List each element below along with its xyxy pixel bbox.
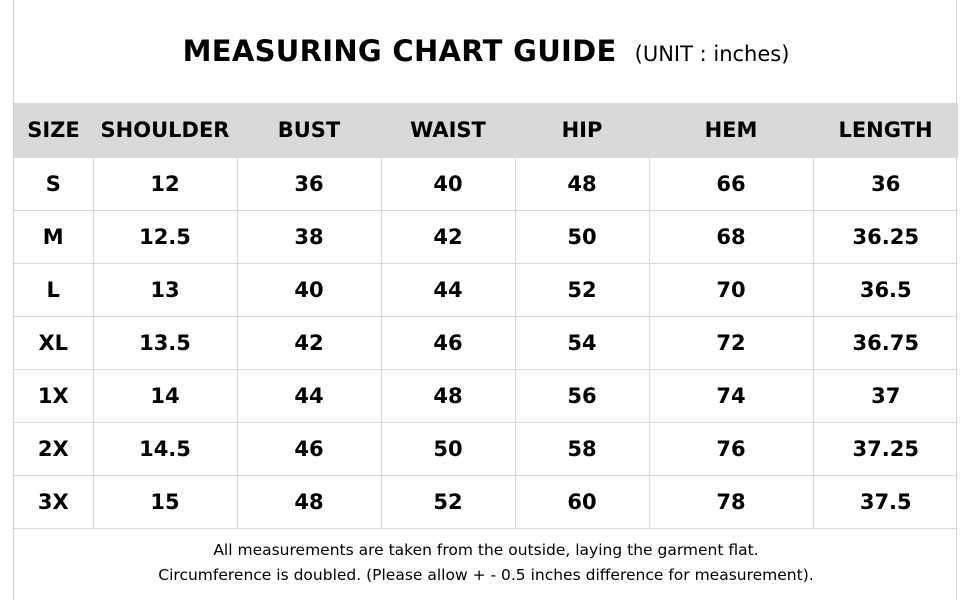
cell-length: 36.25 bbox=[813, 210, 958, 263]
header-size: SIZE bbox=[14, 103, 93, 157]
table-row bbox=[14, 263, 958, 316]
header-length: LENGTH bbox=[813, 103, 958, 157]
cell-hem: 76 bbox=[649, 422, 813, 475]
note-line-2: Circumference is doubled. (Please allow + - 0.5 inches difference for measurement). bbox=[158, 566, 814, 584]
header-hip: HIP bbox=[515, 103, 649, 157]
table-row bbox=[14, 157, 958, 210]
cell-waist: 48 bbox=[381, 369, 515, 422]
table-row bbox=[14, 210, 958, 263]
cell-length: 37 bbox=[813, 369, 958, 422]
cell-size: S bbox=[14, 157, 93, 210]
cell-size: L bbox=[14, 263, 93, 316]
cell-shoulder: 14 bbox=[93, 369, 237, 422]
cell-waist: 44 bbox=[381, 263, 515, 316]
cell-shoulder: 15 bbox=[93, 475, 237, 528]
cell-size: 1X bbox=[14, 369, 93, 422]
cell-hip: 60 bbox=[515, 475, 649, 528]
notes bbox=[14, 538, 958, 588]
cell-length: 37.25 bbox=[813, 422, 958, 475]
table-row bbox=[14, 369, 958, 422]
cell-size: XL bbox=[14, 316, 93, 369]
cell-hem: 68 bbox=[649, 210, 813, 263]
cell-hip: 58 bbox=[515, 422, 649, 475]
cell-hip: 50 bbox=[515, 210, 649, 263]
title-row bbox=[14, 0, 958, 102]
cell-size: 3X bbox=[14, 475, 93, 528]
cell-shoulder: 12 bbox=[93, 157, 237, 210]
cell-size: M bbox=[14, 210, 93, 263]
cell-bust: 48 bbox=[237, 475, 381, 528]
cell-waist: 46 bbox=[381, 316, 515, 369]
chart-frame bbox=[13, 0, 957, 600]
cell-hem: 74 bbox=[649, 369, 813, 422]
cell-hem: 66 bbox=[649, 157, 813, 210]
cell-hip: 48 bbox=[515, 157, 649, 210]
cell-bust: 42 bbox=[237, 316, 381, 369]
cell-length: 36.5 bbox=[813, 263, 958, 316]
cell-shoulder: 13 bbox=[93, 263, 237, 316]
cell-length: 36.75 bbox=[813, 316, 958, 369]
cell-hem: 78 bbox=[649, 475, 813, 528]
header-bust: BUST bbox=[237, 103, 381, 157]
note-line-1: All measurements are taken from the outside, laying the garment flat. bbox=[213, 541, 759, 559]
table-header-row bbox=[14, 103, 958, 157]
cell-size: 2X bbox=[14, 422, 93, 475]
cell-shoulder: 14.5 bbox=[93, 422, 237, 475]
cell-waist: 52 bbox=[381, 475, 515, 528]
header-waist: WAIST bbox=[381, 103, 515, 157]
cell-hip: 54 bbox=[515, 316, 649, 369]
cell-waist: 50 bbox=[381, 422, 515, 475]
cell-hem: 70 bbox=[649, 263, 813, 316]
page-title: MEASURING CHART GUIDE bbox=[182, 34, 617, 68]
header-shoulder: SHOULDER bbox=[93, 103, 237, 157]
table-row bbox=[14, 475, 958, 528]
cell-bust: 46 bbox=[237, 422, 381, 475]
cell-hem: 72 bbox=[649, 316, 813, 369]
table-row bbox=[14, 422, 958, 475]
cell-waist: 42 bbox=[381, 210, 515, 263]
cell-length: 37.5 bbox=[813, 475, 958, 528]
cell-bust: 36 bbox=[237, 157, 381, 210]
header-hem: HEM bbox=[649, 103, 813, 157]
cell-bust: 44 bbox=[237, 369, 381, 422]
unit-label: (UNIT : inches) bbox=[634, 42, 790, 66]
cell-hip: 52 bbox=[515, 263, 649, 316]
cell-shoulder: 13.5 bbox=[93, 316, 237, 369]
cell-bust: 40 bbox=[237, 263, 381, 316]
cell-shoulder: 12.5 bbox=[93, 210, 237, 263]
cell-bust: 38 bbox=[237, 210, 381, 263]
cell-hip: 56 bbox=[515, 369, 649, 422]
cell-length: 36 bbox=[813, 157, 958, 210]
table-row bbox=[14, 316, 958, 369]
size-table bbox=[14, 103, 958, 529]
cell-waist: 40 bbox=[381, 157, 515, 210]
